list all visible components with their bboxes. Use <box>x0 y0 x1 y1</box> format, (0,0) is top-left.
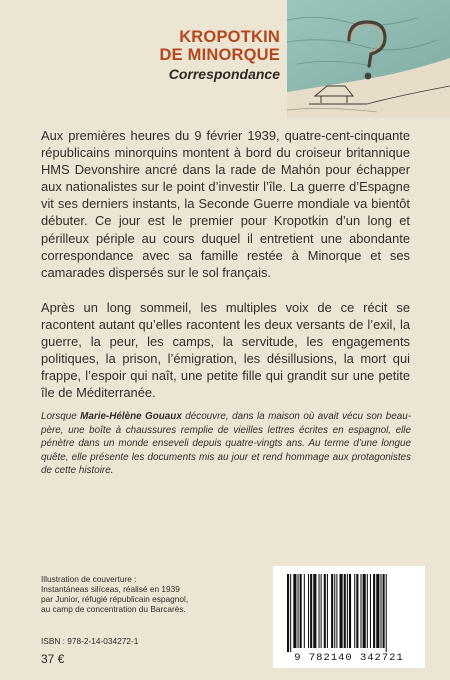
bio-text: découvre, dans la maison où avait vécu son beau-père, une boîte à chaussures remplie de vieilles lettres écrites en espagnol, elle pénètre dans un monde enseveli depuis quatre-vingts ans. Au terme d’une longue quête, elle présente les documents mis au jour et rend hommage aux protagonistes de cette histoire. <box>41 411 412 476</box>
barcode-bar <box>340 574 343 648</box>
title-block <box>110 28 280 82</box>
barcode-bar <box>310 574 312 648</box>
isbn: ISBN : 978-2-14-034272-1 <box>41 636 139 646</box>
barcode-bar <box>304 574 305 648</box>
barcode-bar <box>367 574 368 648</box>
barcode-bar <box>349 574 351 648</box>
barcode-bar <box>331 574 333 648</box>
barcode-bar <box>380 574 381 648</box>
credit-line-3: par Junior, réfugié républicain espagnol, <box>41 594 189 604</box>
author-name: Marie-Hélène Gouaux <box>80 411 182 422</box>
barcode-bar <box>370 574 371 648</box>
barcode-bar <box>319 574 320 648</box>
barcode-bar <box>376 574 379 648</box>
barcode-bar <box>290 574 291 652</box>
book-subtitle: Correspondance <box>168 66 280 82</box>
book-title-line1: KROPOTKIN <box>179 28 280 46</box>
barcode-bars <box>273 566 425 652</box>
barcode-bar <box>300 574 302 648</box>
bio-lead: Lorsque <box>41 411 81 422</box>
barcode-bar <box>327 574 328 648</box>
barcode-bar <box>334 574 335 648</box>
barcode-bar <box>373 574 375 648</box>
credit-line-4: au camp de concentration du Barcarès. <box>41 604 186 614</box>
barcode-bar <box>344 574 346 648</box>
barcode-bar <box>324 574 326 648</box>
summary-paragraph-2: Après un long sommeil, les multiples voix de ce récit se racontent autant qu’elles racontent les deux versants de l’exil, la guerre, la peur, les camps, la servitude, les engagements politiques, la prison, l’émigration, les désillusions, la mort qui frappe, l’espoir qui naît, une petite fille qui grandit sur une petite île de Méditerranée. <box>41 300 410 401</box>
sea-sketch-illustration <box>287 0 450 118</box>
credit-line-1: Illustration de couverture : <box>41 574 137 584</box>
barcode-bar <box>354 574 355 648</box>
summary-paragraph-1: Aux premières heures du 9 février 1939, quatre-cent-cinquante républicains minorquins montent à bord du croiseur britannique HMS Devonshire ancré dans la rade de Mahón pour échapper aux nationalistes sur le point d’investir l’île. La guerre d’Espagne vit ses derniers instants, la Seconde Guerre mondiale va bientôt débuter. Ce jour est le premier pour Kropotkin d’un long et périlleux périple au cours duquel il entretient une abondante correspondance avec sa famille restée à Minorque et ses camarades dispersés sur le sol français. <box>41 128 410 280</box>
barcode <box>273 566 425 668</box>
barcode-bar <box>356 574 358 648</box>
barcode-bar <box>383 574 385 648</box>
barcode-bar <box>336 574 337 648</box>
illustration-credit <box>41 574 221 614</box>
barcode-bar <box>363 574 366 648</box>
barcode-bar <box>287 574 289 652</box>
cover-illustration <box>287 0 450 118</box>
barcode-number: 9 782140 342721 <box>294 652 404 664</box>
barcode-bar <box>321 574 322 648</box>
book-title-line2: DE MINORQUE <box>159 46 280 64</box>
barcode-bar <box>386 574 387 652</box>
price: 37 € <box>41 652 65 666</box>
barcode-bar <box>361 574 362 648</box>
barcode-bar <box>298 574 299 648</box>
credit-line-2: Instantáneas silíceas, réalisé en 1939 <box>41 584 180 594</box>
barcode-bar <box>313 574 316 648</box>
barcode-bar <box>308 574 309 648</box>
author-bio <box>41 410 411 478</box>
barcode-bar <box>347 574 348 648</box>
barcode-bar <box>293 574 296 648</box>
